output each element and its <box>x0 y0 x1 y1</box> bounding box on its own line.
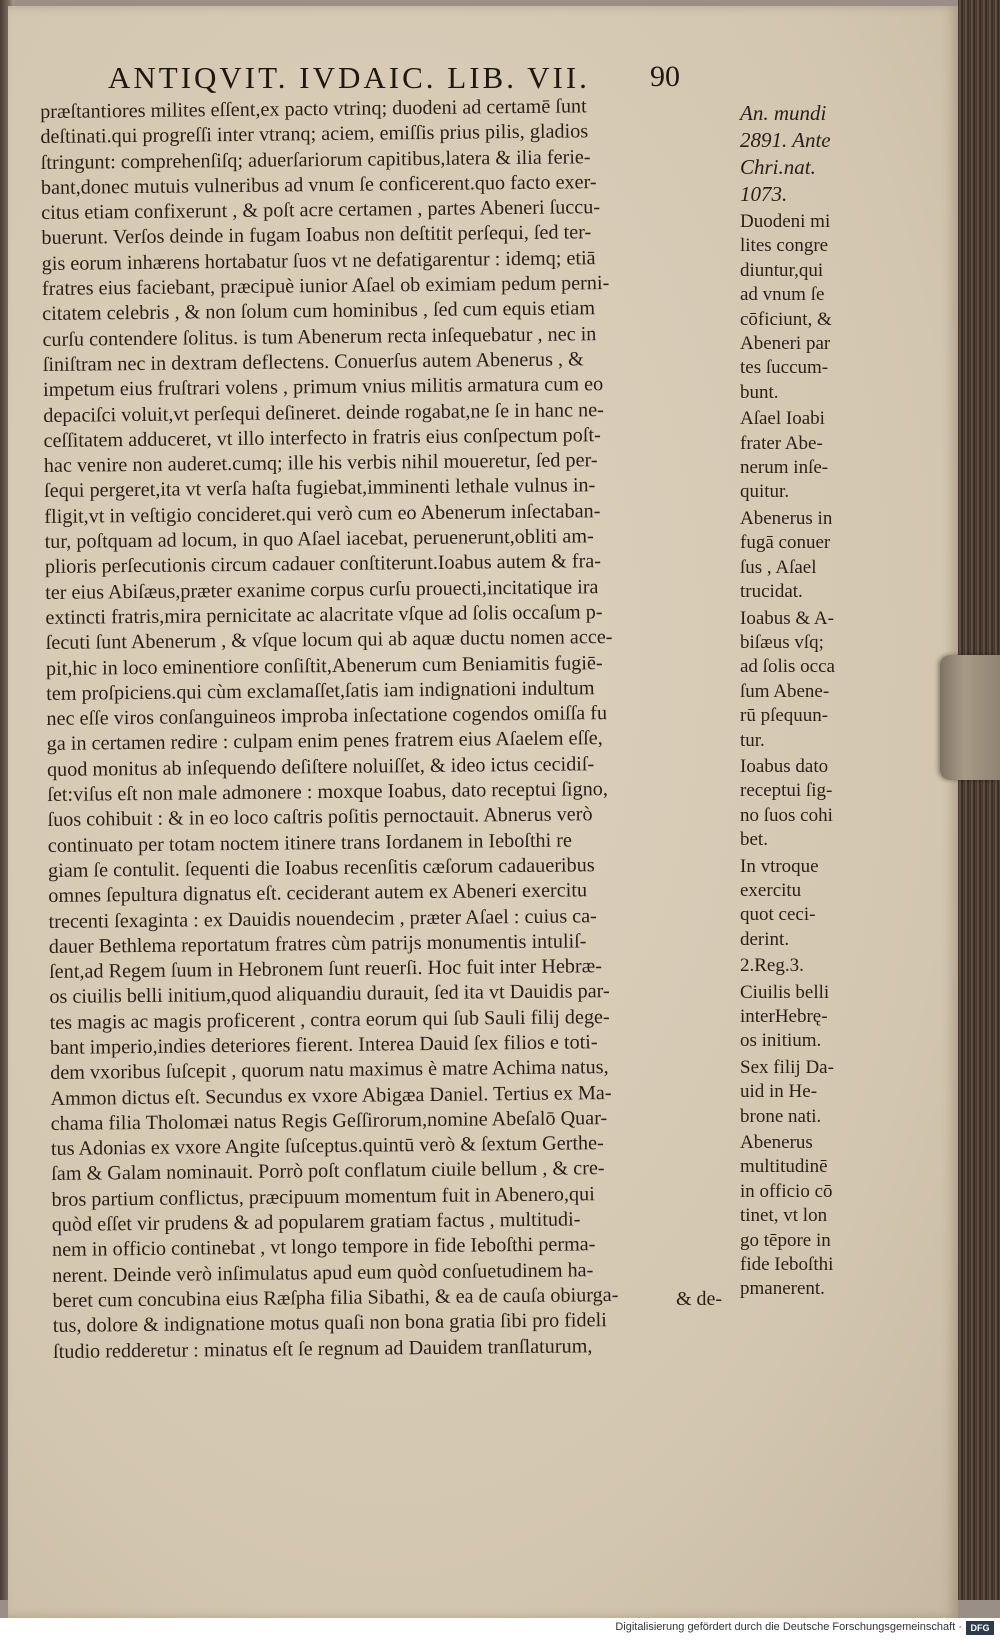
margin-note-line: Duodeni mi <box>740 211 831 232</box>
text-line: nem in officio continebat , vt longo tempore in fide Ieboſthi perma- <box>51 1233 596 1262</box>
text-line: tus Adonias ex vxore Angite ſuſceptus.quintū verò & ſextum Gerthe- <box>50 1132 604 1161</box>
text-line: quòd eſſet vir prudens & ad popularem gratiam factus , multitudi- <box>51 1208 581 1237</box>
text-line: os ciuilis belli initium,quod aliquandiu durauit, ſed ita vt Dauidis par- <box>49 980 610 1009</box>
margin-note-line: receptui ſig- <box>740 780 833 802</box>
text-line: extincti fratris,mira pernicitate ac alacritate vſque ad ſolis occaſum p- <box>45 601 603 629</box>
margin-note-line: Ciuilis belli <box>740 981 830 1003</box>
margin-note-line: bet. <box>740 829 768 851</box>
margin-note-line: Sex filij Da- <box>740 1056 834 1078</box>
margin-note <box>740 1056 860 1129</box>
text-line: plioris perſecutionis circum cadauer conſtiterunt.Ioabus autem & fra- <box>44 550 602 579</box>
margin-note-line: diuntur,qui <box>740 259 824 281</box>
margin-date-line: An. mundi <box>740 101 827 125</box>
margin-note-line: tinet, vt lon <box>740 1205 828 1227</box>
margin-note-line: Abenerus in <box>740 507 833 529</box>
marginal-notes <box>740 100 860 1302</box>
margin-note-line: Ioabus & A- <box>740 607 834 629</box>
text-line: continuato per totam noctem itinere trans Iordanem in Ieboſthi re <box>47 829 573 857</box>
text-line: ſecuti ſunt Abenerum , & vſque locum qui ab aquæ ductu nomen acce- <box>45 626 613 655</box>
text-line: giam ſe contulit. ſequenti die Ioabus recenſitis cæſorum cadaueribus <box>47 854 595 882</box>
footer-credit: Digitalisierung gefördert durch die Deutsche Forschungsgemeinschaft · <box>615 1621 962 1633</box>
margin-note-line: go tēpore in <box>740 1229 831 1251</box>
margin-note <box>740 855 860 953</box>
margin-note <box>740 981 860 1054</box>
margin-note-line: biſæus vſq; <box>740 631 824 653</box>
folio-number: 90 <box>650 60 680 93</box>
margin-note-line: quitur. <box>740 481 790 503</box>
margin-note <box>740 407 860 505</box>
text-line: citatem celebris , & non ſolum cum hominibus , ſed cum equis etiam <box>42 297 596 326</box>
margin-note-line: ſus , Aſael <box>740 556 817 578</box>
text-line: omnes ſepultura dignatus eſt. ceciderant autem ex Abeneri exercitu <box>48 879 588 908</box>
text-line: pit,hic in loco eminentiore conſiſtit,Abenerum cum Beniamitis fugiē- <box>45 651 603 680</box>
margin-note-line: no ſuos cohi <box>740 804 833 826</box>
margin-date-line: 1073. <box>740 182 788 206</box>
margin-note-line: Abeneri par <box>740 333 831 355</box>
text-line: dauer Bethlema reportatum fratres cùm patrijs monumentis intuliſ- <box>48 930 587 958</box>
text-line: ga in certamen redire : culpam enim penes fratrem eius Aſaelem eſſe, <box>46 727 603 756</box>
text-line: curſu contendere ſolitus. is tum Abenerum recta inſequebatur , nec in <box>42 322 597 351</box>
margin-note-line: frater Abe- <box>740 432 823 454</box>
text-line: tur, poſtquam ad locum, in quo Aſael iacebat, peruenerunt,obliti am- <box>44 525 594 554</box>
margin-note-line: bunt. <box>740 381 779 403</box>
book-page-edges <box>958 0 1000 1600</box>
margin-note-line: in officio cō <box>740 1180 833 1202</box>
margin-note-line: derint. <box>740 928 790 950</box>
text-line: ſequi pergeret,ita vt verſa haſta fugiebat,imminenti lethale vulnus in- <box>43 474 596 503</box>
text-line: bros partium conflictus, præcipuum momentum fuit in Abenero,qui <box>51 1183 595 1211</box>
text-line: nec eſſe viros conſanguineos improba inſectatione cogendos omiſſa fu <box>46 702 608 731</box>
text-line: bant,donec mutuis vulneribus ad vnum ſe conficerent.quo facto exer- <box>40 171 597 199</box>
margin-note-line: nerum inſe- <box>740 457 829 479</box>
text-line: tem proſpiciens.qui cùm exclamaſſet,ſatis iam indignationi indultum <box>46 677 595 705</box>
margin-note-line: trucidat. <box>740 581 803 603</box>
margin-note-line: pmanerent. <box>740 1278 825 1300</box>
text-line: buerunt. Verſos deinde in fugam Ioabus non deſtitit perſequi, ſed ter- <box>41 221 592 250</box>
margin-note-line: interHebrę- <box>740 1006 828 1027</box>
text-line: depaciſci voluit,vt perſequi deſineret. deinde rogabat,ne ſe in hanc ne- <box>43 398 604 427</box>
text-line: nerent. Deinde verò inſimulatus apud eum quòd conſuetudinem ha- <box>52 1258 594 1287</box>
margin-note <box>740 210 860 405</box>
margin-note-line: rū pſequun- <box>740 705 829 727</box>
text-line: bant imperio,indies deteriores fierent. Interea Dauid ſex filios e toti- <box>49 1031 598 1059</box>
margin-note-line: uid in He- <box>740 1081 818 1103</box>
margin-note-line: cōficiunt, & <box>740 308 832 330</box>
text-line: gis eorum inhærens hortabatur ſuos vt ne defatigarentur : idemq; etiā <box>41 246 596 275</box>
margin-note-line: multitudinē <box>740 1156 828 1178</box>
text-line: tus, dolore & indignatione motus quaſi non bona gratia ſibi pro fideli <box>52 1309 607 1338</box>
running-title: ANTIQVIT. IVDAIC. LIB. VII. <box>108 60 590 95</box>
margin-note <box>740 607 860 753</box>
text-line: hac venire non auderet.cumq; ille his verbis nihil moueretur, ſed per- <box>43 449 598 478</box>
margin-note <box>740 755 860 853</box>
text-line: impetum eius fruſtrari volens , primum vnius militis armatura cum eo <box>42 373 604 402</box>
margin-date-line: Chri.nat. <box>740 155 816 179</box>
margin-note-line: In vtroque <box>740 855 819 877</box>
text-line: fligit,vt in veſtigio concideret.qui verò cum eo Abenerum inſectaban- <box>44 499 601 528</box>
margin-note-line: brone nati. <box>740 1105 822 1127</box>
margin-note-line: os initium. <box>740 1030 822 1052</box>
text-line: Ammon dictus eſt. Secundus ex vxore Abigæa Daniel. Tertius ex Ma- <box>50 1081 612 1110</box>
text-line: dem vxoribus ſuſcepit , quorum natu maximus è matre Achima natus, <box>50 1056 609 1085</box>
text-line: ſent,ad Regem ſuum in Hebronem ſunt reuerſi. Hoc fuit inter Hebræ- <box>49 955 602 984</box>
text-line: beret cum concubina eius Ræſpha filia Sibathi, & ea de cauſa obiurga- <box>52 1283 619 1312</box>
margin-note-line: tur. <box>740 729 765 751</box>
margin-note-line: quot ceci- <box>740 904 816 926</box>
margin-note <box>740 1131 860 1302</box>
text-line: ſtudio redderetur : minatus eſt ſe regnum ad Dauidem tranſlaturum, <box>52 1334 593 1363</box>
digitization-footer <box>0 1618 1000 1640</box>
margin-note-line: tes ſuccum- <box>740 357 829 379</box>
margin-note-line: Aſael Ioabi <box>740 408 825 430</box>
margin-note-line: ad ſolis occa <box>740 656 835 678</box>
margin-date-line: 2891. Ante <box>740 128 831 152</box>
text-line: ſuos cohibuit : & in eo loco caſtris poſitis pernoctauit. Abnerus verò <box>47 803 593 832</box>
catchword: & de- <box>676 1288 723 1310</box>
text-line: tes magis ac magis proficerent , contra eorum qui ſub Sauli filij dege- <box>49 1005 610 1034</box>
text-line: ſam & Galam nominauit. Porrò poſt conflatum ciuile bellum , & cre- <box>51 1157 605 1186</box>
margin-note-line: lites congre <box>740 235 829 257</box>
text-line: ceſſitatem adduceret, vt illo interfecto in fratris eius conſpectum poſt- <box>43 424 601 452</box>
margin-note-line: 2.Reg.3. <box>740 955 804 977</box>
dfg-logo: DFG <box>966 1621 994 1635</box>
margin-note-line: exercitu <box>740 879 802 901</box>
text-line: citus etiam confixerunt , & poſt acre certamen , partes Abeneri ſuccu- <box>41 196 601 225</box>
text-line: ſet:viſus eſt non male admonere : moxque Ioabus, dato receptui ſigno, <box>47 778 608 806</box>
text-line: quod monitus ab inſequendo deſiſtere noluiſſet, & ideo ictus cecidiſ- <box>46 752 595 781</box>
page-edge-tab <box>940 655 1000 780</box>
text-line: trecenti ſexaginta : ex Dauidis nouendecim , præter Aſael : cuius ca- <box>48 904 597 933</box>
margin-note-line: ſum Abene- <box>740 680 830 702</box>
margin-note-line: Abenerus <box>740 1132 813 1154</box>
main-text-block <box>40 93 733 1365</box>
margin-note-line: fide Ieboſthi <box>740 1254 834 1276</box>
margin-note-line: ad vnum ſe <box>740 284 825 306</box>
text-line: chama filia Tholomæi natus Regis Geſſirorum,nomine Abeſalō Quar- <box>50 1106 608 1135</box>
text-line: ſiniſtram nec in dextram deflectens. Conuerſus autem Abenerus , & <box>42 348 584 376</box>
text-line: fratres eius faciebant, præcipuè iunior Aſael ob eximiam pedum perni- <box>41 272 610 301</box>
margin-note <box>740 954 860 978</box>
margin-note-line: fugā conuer <box>740 532 831 554</box>
text-line: ter eius Abiſæus,præter exanime corpus curſu prouecti,incitatique ira <box>45 575 599 604</box>
margin-note <box>740 507 860 605</box>
margin-note-line: Ioabus dato <box>740 755 829 777</box>
text-line: deſtinati.qui progreſſi inter vtranq; aciem, emiſſis prius pilis, gladios <box>40 120 589 149</box>
text-line: præſtantiores milites eſſent,ex pacto vtrinq; duodeni ad certamē ſunt <box>40 95 587 123</box>
text-line: ſtringunt: comprehenſiſq; aduerſariorum capitibus,latera & ilia ferie- <box>40 145 591 174</box>
